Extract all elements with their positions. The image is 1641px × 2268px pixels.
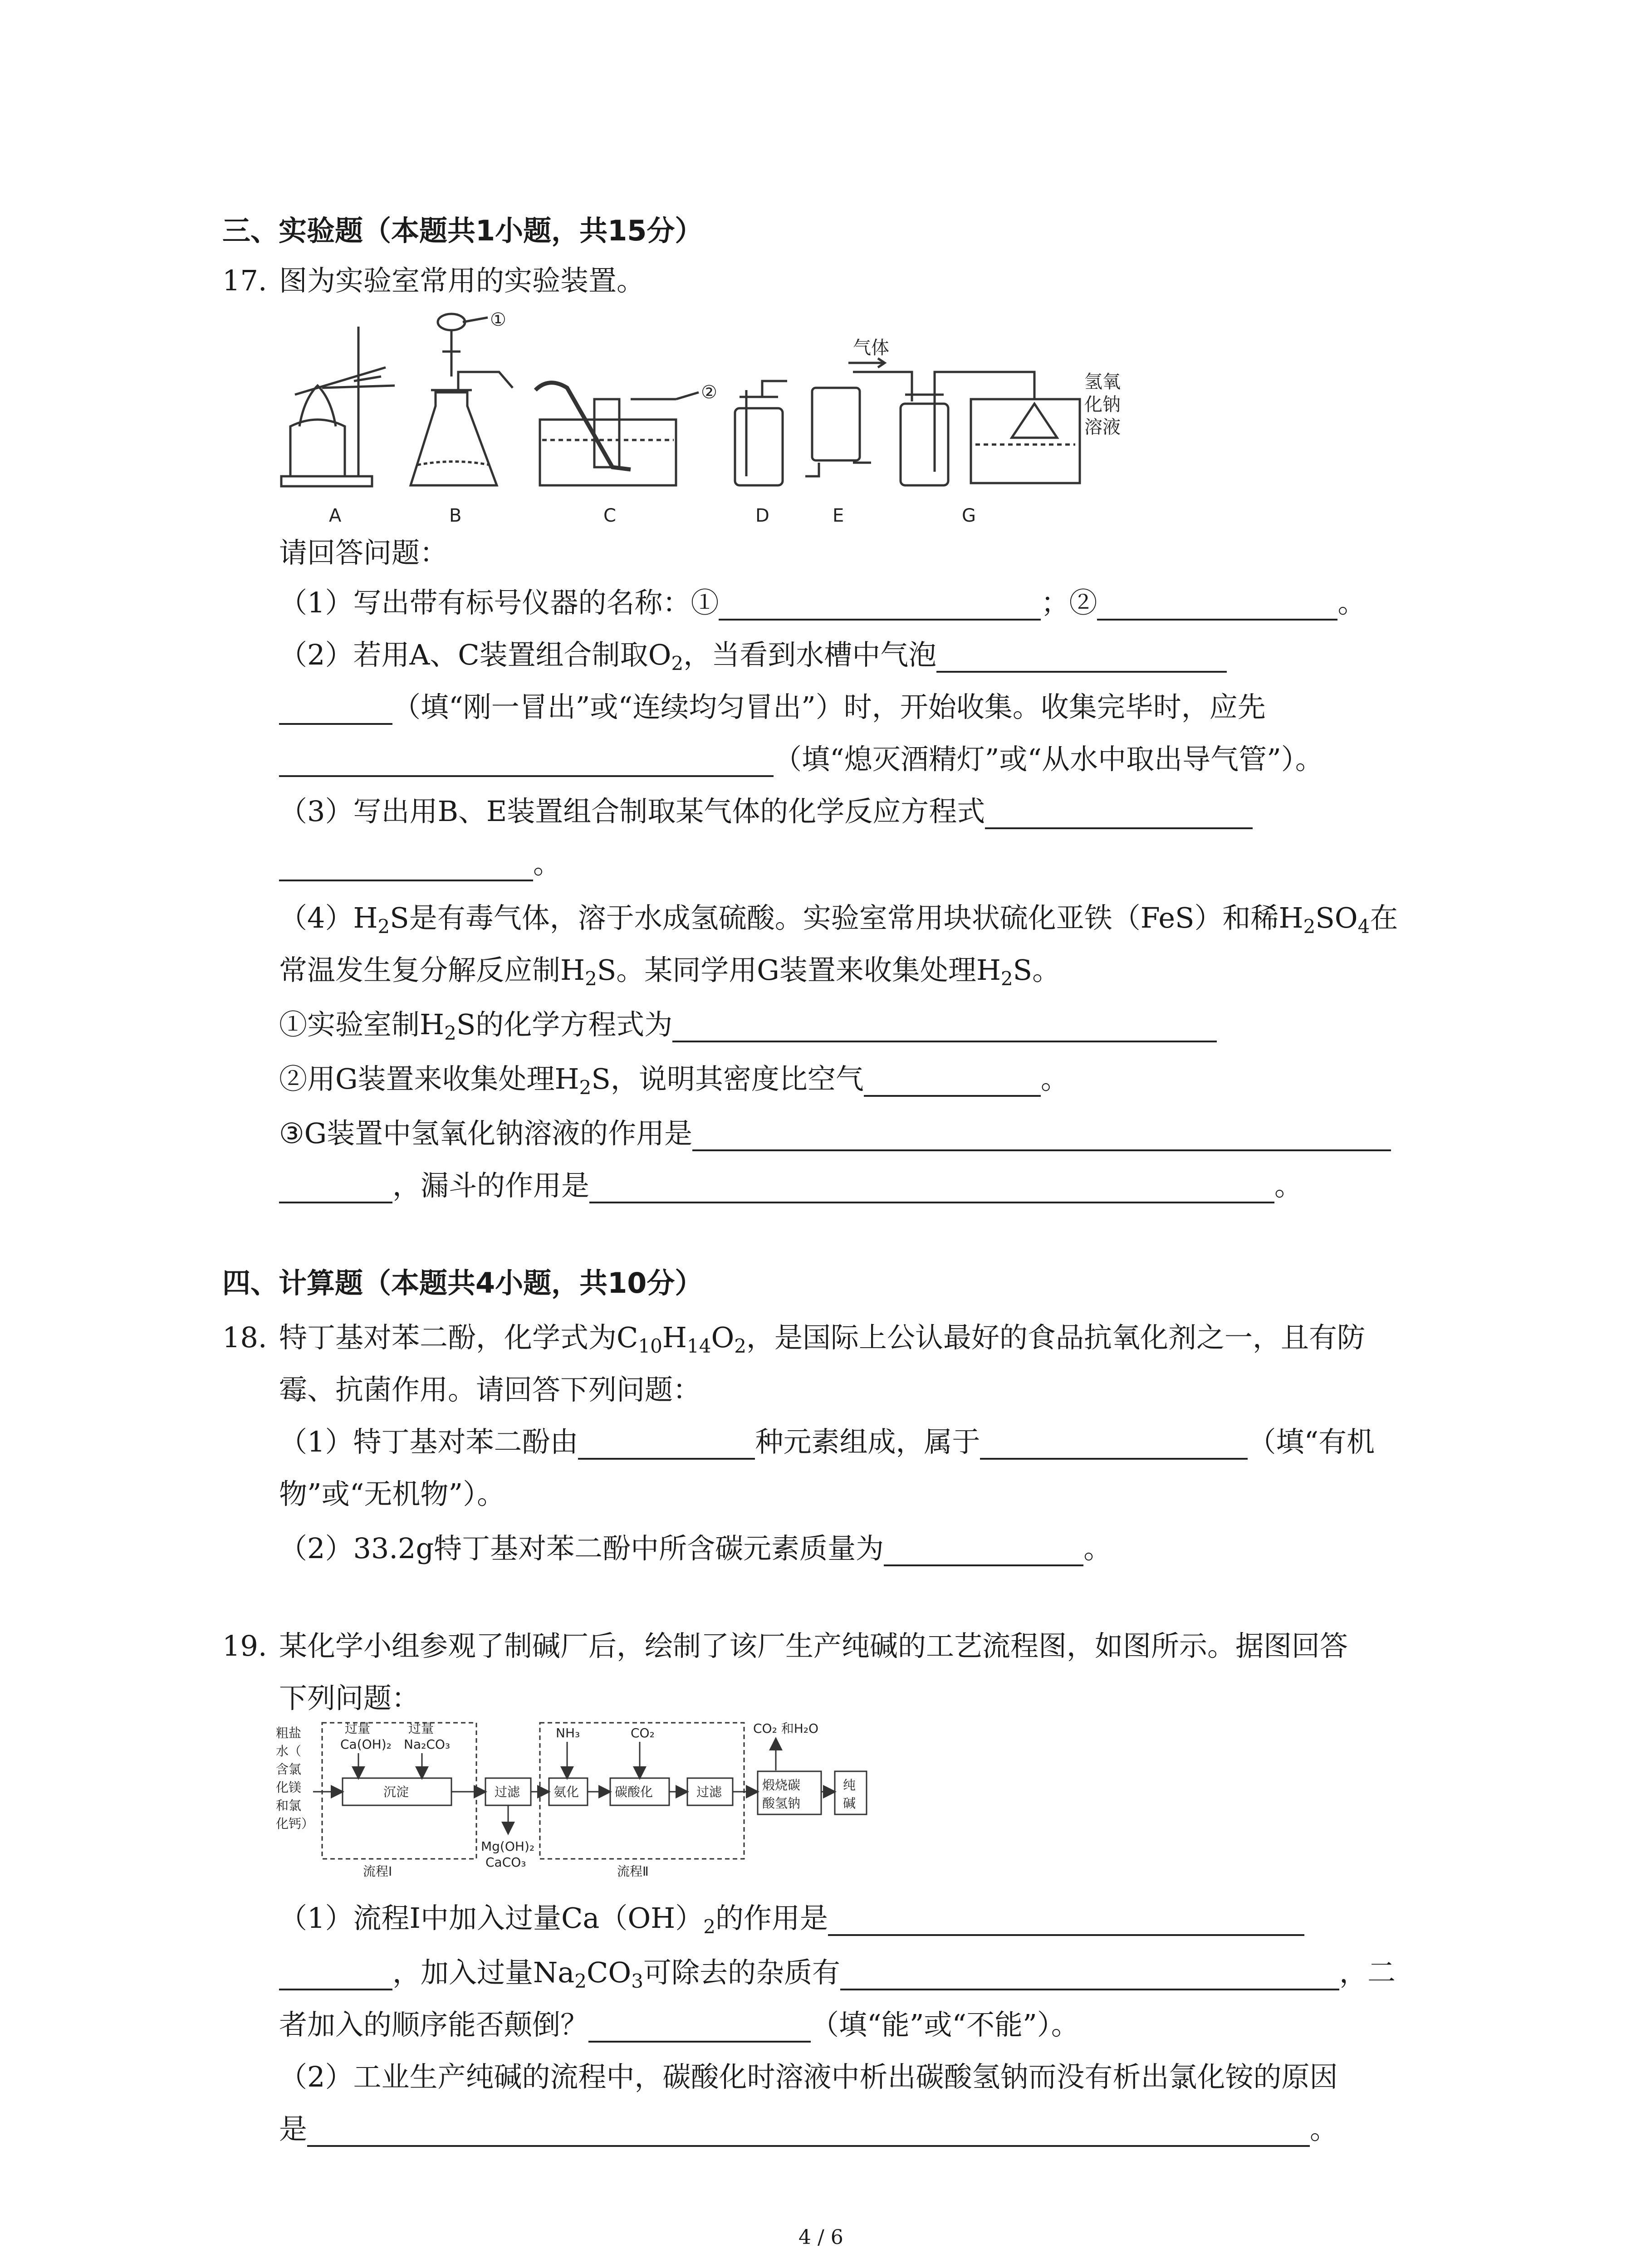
add2-label-2: Na₂CO₃ bbox=[404, 1737, 451, 1752]
feed-label-6: 化钙） bbox=[276, 1816, 314, 1831]
residue-label-2: CaCO₃ bbox=[485, 1855, 526, 1870]
q17-part1: （1）写出带有标号仪器的名称：① ；② 。 bbox=[279, 585, 1366, 621]
answer-blank-13[interactable] bbox=[578, 1431, 755, 1460]
answer-blank-6[interactable] bbox=[985, 800, 1253, 829]
ammoniate-label: 氨化 bbox=[554, 1784, 579, 1799]
question-17-stem: 图为实验室常用的实验装置。 bbox=[279, 264, 645, 297]
question-19-number: 19. bbox=[222, 1629, 267, 1662]
answer-blank-12[interactable] bbox=[589, 1174, 1274, 1203]
apparatus-b bbox=[411, 314, 513, 485]
feed-label-2: 水（ bbox=[276, 1744, 302, 1759]
q17-part2-line1: （2）若用A、C装置组合制取$O_2$，当看到水槽中气泡 bbox=[279, 637, 1227, 673]
answer-blank-20[interactable] bbox=[307, 2118, 1310, 2147]
q19-part1-line1: （1）流程Ⅰ中加入过量$Ca(OH)_2$的作用是 bbox=[279, 1901, 1304, 1936]
naoh-label-2: 化钠 bbox=[1084, 394, 1121, 415]
q17-part4-item2: ②用G装置来收集处理$H_2S$，说明其密度比空气 。 bbox=[279, 1062, 1069, 1099]
answer-blank-9[interactable] bbox=[864, 1068, 1041, 1097]
apparatus-c bbox=[535, 383, 699, 485]
answer-blank-8[interactable] bbox=[672, 1013, 1217, 1042]
out-gas-label: CO₂ 和H₂O bbox=[753, 1721, 819, 1736]
answer-blank-1[interactable] bbox=[719, 591, 1041, 621]
section-3-heading: 三、实验题（本题共1小题，共15分） bbox=[222, 214, 703, 247]
q19-line1: 某化学小组参观了制碱厂后，绘制了该厂生产纯碱的工艺流程图，如图所示。据图回答 bbox=[279, 1629, 1348, 1662]
label-c: C bbox=[603, 505, 616, 526]
stage-1-label: 流程Ⅰ bbox=[363, 1864, 392, 1879]
q17-part4-item1: ①实验室制$H_2S$的化学方程式为 bbox=[279, 1007, 1217, 1042]
q17-prompt: 请回答问题： bbox=[279, 536, 448, 569]
answer-blank-19[interactable] bbox=[588, 2014, 811, 2043]
q17-part4-item3-line1: ③G装置中氢氧化钠溶液的作用是 bbox=[279, 1116, 1391, 1151]
q17-part4-line2: 常温发生复分解反应制$H_2S$。某同学用G装置来收集处理$H_2S$。 bbox=[279, 953, 1061, 990]
q18-line2: 霉、抗菌作用。请回答下列问题： bbox=[279, 1373, 701, 1406]
q18-line1: 特丁基对苯二酚，化学式为$C_{10}H_{14}O_2$，是国际上公认最好的食品抗氧化剂之一，且有防 bbox=[279, 1321, 1366, 1357]
product-label-1: 纯 bbox=[843, 1778, 856, 1793]
add1-label-2: Ca(OH)₂ bbox=[340, 1737, 392, 1752]
q18-part1-line2: 物”或“无机物”）。 bbox=[279, 1477, 505, 1510]
q18-part2: （2）33.2g特丁基对苯二酚中所含碳元素质量为 。 bbox=[279, 1531, 1112, 1566]
process-flowchart bbox=[272, 1719, 898, 1887]
q17-part4-line1: $(4)H_2S$是有毒气体，溶于水成氢硫酸。实验室常用块状硫化亚铁（FeS）和稀$H_2SO_4$在 bbox=[279, 901, 1398, 938]
naoh-label-3: 溶液 bbox=[1084, 417, 1121, 438]
calcine-label-1: 煅烧碳 bbox=[762, 1778, 801, 1793]
feed-label-1: 粗盐 bbox=[276, 1725, 302, 1740]
question-17-number: 17. bbox=[222, 264, 267, 297]
feed-label-5: 和氯 bbox=[276, 1798, 302, 1813]
feed-label-3: 含氯 bbox=[276, 1762, 302, 1777]
apparatus-d bbox=[735, 381, 787, 485]
naoh-label-1: 氢氧 bbox=[1084, 371, 1121, 392]
answer-blank-3[interactable] bbox=[936, 644, 1227, 673]
answer-blank-4[interactable] bbox=[279, 696, 392, 725]
feed-label-4: 化镁 bbox=[276, 1780, 302, 1795]
nh3-label: NH₃ bbox=[556, 1725, 580, 1740]
marker-1: ① bbox=[490, 309, 506, 330]
q19-part2-line1: （2）工业生产纯碱的流程中，碳酸化时溶液中析出碳酸氢钠而没有析出氯化铵的原因 bbox=[279, 2060, 1338, 2093]
answer-blank-2[interactable] bbox=[1097, 591, 1337, 621]
q17-part2-line2: （填“刚一冒出”或“连续均匀冒出”）时，开始收集。收集完毕时，应先 bbox=[279, 689, 1266, 725]
calcine-label-2: 酸氢钠 bbox=[762, 1796, 801, 1811]
answer-blank-17[interactable] bbox=[279, 1961, 392, 1990]
answer-blank-11[interactable] bbox=[279, 1174, 392, 1203]
label-g: G bbox=[962, 505, 976, 526]
precipitate-label: 沉淀 bbox=[383, 1784, 409, 1799]
q17-part4-item3-line2: ，漏斗的作用是 。 bbox=[279, 1168, 1303, 1203]
filter-1-label: 过滤 bbox=[495, 1784, 520, 1799]
q19-line2: 下列问题： bbox=[279, 1681, 420, 1715]
residue-label-1: Mg(OH)₂ bbox=[481, 1839, 535, 1854]
question-18-number: 18. bbox=[222, 1321, 267, 1354]
co2-label: CO₂ bbox=[631, 1725, 655, 1740]
label-b: B bbox=[449, 505, 462, 526]
stage-2-label: 流程Ⅱ bbox=[617, 1864, 649, 1879]
q17-part3-line1: （3）写出用B、E装置组合制取某气体的化学反应方程式 bbox=[279, 794, 1253, 829]
answer-blank-5[interactable] bbox=[279, 748, 774, 777]
marker-2: ② bbox=[701, 382, 717, 403]
answer-blank-16[interactable] bbox=[828, 1907, 1304, 1936]
q17-part2-line3: （填“熄灭酒精灯”或“从水中取出导气管”）。 bbox=[279, 742, 1323, 777]
label-e: E bbox=[833, 505, 844, 526]
gas-label: 气体 bbox=[853, 337, 889, 358]
q18-part1-line1: （1）特丁基对苯二酚由 种元素组成，属于 （填“有机 bbox=[279, 1424, 1375, 1460]
carbonate-label: 碳酸化 bbox=[615, 1784, 653, 1799]
apparatus-a bbox=[281, 327, 395, 486]
q17-part3-line2: 。 bbox=[279, 846, 561, 881]
answer-blank-7[interactable] bbox=[279, 852, 533, 881]
apparatus-g bbox=[848, 358, 1080, 485]
q19-part1-line2: ，加入过量$Na_2CO_3$可除去的杂质有 ，二 bbox=[279, 1955, 1396, 1990]
answer-blank-15[interactable] bbox=[884, 1537, 1083, 1566]
label-d: D bbox=[755, 505, 769, 526]
page-number: 4 / 6 bbox=[798, 2226, 843, 2249]
q19-part2-line2: 是 。 bbox=[279, 2112, 1338, 2147]
add1-label-1: 过量 bbox=[345, 1721, 371, 1736]
q19-part1-line3: 者加入的顺序能否颠倒？ （填“能”或“不能”）。 bbox=[279, 2007, 1079, 2043]
answer-blank-18[interactable] bbox=[840, 1961, 1339, 1990]
section-4-heading: 四、计算题（本题共4小题，共10分） bbox=[222, 1266, 703, 1300]
filter-2-label: 过滤 bbox=[696, 1784, 722, 1799]
answer-blank-14[interactable] bbox=[980, 1431, 1248, 1460]
product-label-2: 碱 bbox=[843, 1796, 856, 1811]
label-a: A bbox=[329, 505, 342, 526]
apparatus-figure bbox=[268, 308, 1130, 535]
apparatus-e bbox=[805, 388, 871, 476]
answer-blank-10[interactable] bbox=[692, 1122, 1391, 1151]
add2-label-1: 过量 bbox=[408, 1721, 434, 1736]
